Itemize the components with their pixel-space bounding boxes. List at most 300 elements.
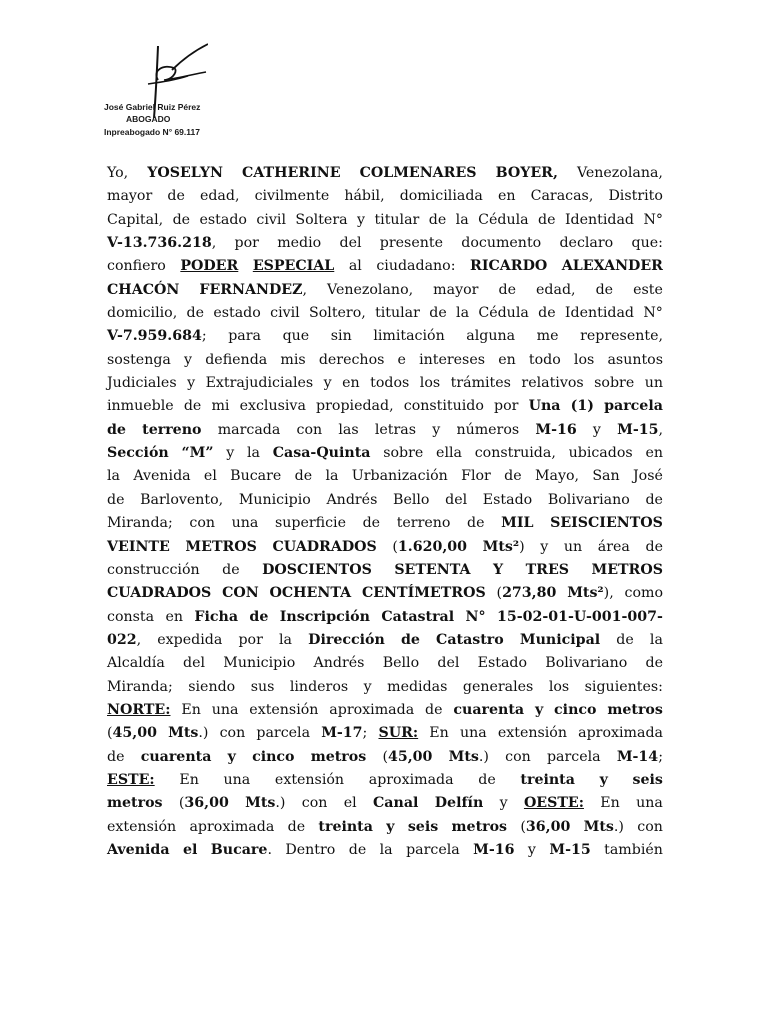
- word-text: CUADRADOS: [272, 538, 377, 555]
- word: [140, 489, 223, 512]
- word: [295, 465, 312, 488]
- word-text: declaro: [559, 235, 614, 252]
- word: [360, 162, 477, 185]
- word: [452, 816, 508, 839]
- word: [238, 629, 262, 652]
- word: [185, 536, 256, 559]
- word: [107, 162, 128, 185]
- word-text: M-15: [549, 841, 591, 858]
- word: [245, 792, 285, 815]
- word-text: M-16: [535, 421, 577, 438]
- word: [456, 302, 469, 325]
- word-text: Avenida: [133, 468, 191, 485]
- word-text: Cédula: [478, 305, 529, 322]
- word-text: 15-02-01-U-001-007-: [497, 608, 663, 625]
- word: [633, 769, 663, 792]
- word-punctuation: ;: [362, 725, 368, 742]
- word-text: con: [505, 748, 531, 765]
- text-line: [107, 255, 663, 278]
- word: [607, 349, 663, 372]
- word-text: metros: [451, 818, 508, 835]
- word-text: METROS: [185, 538, 257, 555]
- word-text: Bolivariano: [545, 655, 628, 672]
- word: [204, 465, 217, 488]
- word: [107, 699, 170, 722]
- word-text: del: [437, 655, 460, 672]
- word: [107, 839, 170, 862]
- word: [466, 325, 515, 348]
- word-text: N°: [465, 608, 486, 625]
- word-text: y: [386, 818, 395, 835]
- word-text: titular: [374, 211, 420, 228]
- word-text: la: [247, 445, 261, 462]
- word: [179, 769, 199, 792]
- word-text: domicilio,: [107, 305, 178, 322]
- word-text: V-13.736.218: [107, 235, 212, 252]
- word: [200, 185, 240, 208]
- word-text: este: [633, 281, 663, 298]
- word: [232, 512, 259, 535]
- word-text: de: [429, 305, 447, 322]
- word-punctuation: ,: [302, 281, 307, 298]
- word: [107, 582, 211, 605]
- word: [308, 629, 385, 652]
- word: [528, 839, 536, 862]
- word-text: civil: [270, 305, 300, 322]
- word-text: SEISCIENTOS: [550, 515, 663, 532]
- word-text: sin: [330, 328, 352, 345]
- word-text: M-17: [321, 725, 363, 742]
- word-text: de: [467, 515, 485, 532]
- document-body: [107, 162, 663, 862]
- word-text: ALEXANDER: [561, 258, 663, 275]
- word-text: de: [595, 281, 614, 298]
- word: [230, 465, 281, 488]
- word: [251, 676, 275, 699]
- text-line: [107, 465, 663, 488]
- word: [374, 209, 419, 232]
- word: [107, 629, 141, 652]
- word: [364, 676, 372, 699]
- word-text: de: [107, 748, 125, 765]
- word-text: metros: [310, 748, 367, 765]
- word-text: (: [520, 818, 526, 835]
- word: [463, 676, 533, 699]
- word: [280, 349, 305, 372]
- word-text: Estado: [482, 491, 533, 508]
- word-text: BOYER,: [495, 165, 558, 181]
- word-text: extensión: [107, 818, 177, 835]
- word-text: y: [499, 795, 508, 812]
- word: [567, 582, 614, 605]
- word: [600, 792, 620, 815]
- word: [249, 606, 268, 629]
- word: [107, 489, 124, 512]
- word: [460, 722, 487, 745]
- word-punctuation: .): [275, 795, 286, 812]
- word-text: números: [456, 421, 520, 438]
- word: [505, 746, 531, 769]
- word: [380, 232, 443, 255]
- word-text: Alcaldía: [107, 655, 165, 672]
- word: [574, 349, 594, 372]
- word-text: del: [339, 235, 362, 252]
- word: [283, 325, 310, 348]
- word-text: mayor: [433, 281, 479, 298]
- word-text: N°: [643, 211, 663, 228]
- word-text: Dentro: [285, 841, 336, 858]
- word: [381, 606, 454, 629]
- word: [213, 302, 260, 325]
- word: [363, 512, 380, 535]
- word-text: M-14: [616, 748, 659, 765]
- word: [645, 372, 663, 395]
- word: [183, 652, 205, 675]
- word-text: Mts²: [567, 585, 604, 602]
- word: [325, 465, 338, 488]
- word-text: la: [649, 631, 663, 648]
- word: [189, 816, 274, 839]
- word-text: y: [363, 678, 372, 695]
- word: [387, 676, 447, 699]
- word: [107, 325, 207, 348]
- word-text: treinta: [318, 818, 373, 835]
- word-text: COLMENARES: [359, 165, 477, 181]
- word-text: cinco: [252, 748, 295, 765]
- word: [183, 839, 197, 862]
- word-text: Mts: [448, 748, 479, 765]
- word-text: Delfín: [434, 795, 484, 812]
- word: [394, 559, 470, 582]
- word-text: YOSELYN: [147, 165, 223, 181]
- word: [478, 652, 527, 675]
- word: [382, 746, 432, 769]
- word-text: y: [184, 351, 193, 368]
- word: [262, 559, 372, 582]
- word: [429, 722, 449, 745]
- word: [633, 279, 663, 302]
- word-text: Bello: [393, 491, 430, 508]
- text-line: [107, 302, 663, 325]
- word: [419, 349, 485, 372]
- word-text: Caracas,: [530, 188, 594, 205]
- word: [107, 232, 216, 255]
- word: [280, 606, 370, 629]
- word: [326, 489, 377, 512]
- word-text: treinta: [520, 771, 575, 788]
- word-text: y: [187, 375, 196, 392]
- word: [529, 349, 561, 372]
- word: [107, 769, 155, 792]
- word-text: OESTE:: [523, 795, 584, 812]
- word-text: de: [222, 561, 240, 578]
- word-text: En: [600, 795, 620, 812]
- word: [239, 489, 311, 512]
- word-text: METROS: [591, 561, 663, 578]
- word-text: VEINTE: [107, 538, 170, 555]
- word: [295, 209, 347, 232]
- word-text: Municipio: [223, 655, 296, 672]
- word-text: una: [636, 795, 663, 812]
- word-text: los: [573, 351, 595, 368]
- word: [617, 746, 663, 769]
- word-text: estado: [199, 211, 247, 228]
- word-text: limitación: [373, 328, 445, 345]
- word: [456, 209, 469, 232]
- word: [107, 652, 165, 675]
- word: [218, 419, 281, 442]
- word: [549, 839, 590, 862]
- word-text: cinco: [554, 701, 597, 718]
- word: [436, 629, 504, 652]
- word-text: civil: [256, 211, 286, 228]
- word-text: 45,00: [388, 748, 433, 765]
- word: [362, 582, 486, 605]
- word: [500, 792, 508, 815]
- word-punctuation: ,: [658, 421, 663, 438]
- word-text: CENTÍMETROS: [361, 585, 486, 602]
- word-text: los: [419, 375, 441, 392]
- word: [329, 699, 414, 722]
- word: [252, 746, 294, 769]
- word-text: ESPECIAL: [252, 258, 335, 275]
- word: [168, 722, 208, 745]
- word-text: Bucare: [230, 468, 282, 485]
- word: [400, 185, 483, 208]
- word: [357, 209, 365, 232]
- word: [375, 302, 420, 325]
- word-text: Distrito: [608, 188, 663, 205]
- word: [338, 419, 358, 442]
- word: [473, 839, 514, 862]
- word: [270, 582, 352, 605]
- word-text: FERNANDEZ: [199, 281, 303, 298]
- word: [520, 816, 570, 839]
- word: [376, 255, 455, 278]
- word: [580, 325, 663, 348]
- word: [535, 699, 543, 722]
- word-text: de: [504, 468, 522, 485]
- word: [314, 652, 365, 675]
- word-text: Andrés: [313, 655, 365, 672]
- word-text: (: [382, 748, 388, 765]
- text-line: [107, 349, 663, 372]
- text-line: [107, 372, 663, 395]
- word: [200, 209, 247, 232]
- word: [569, 442, 633, 465]
- word-text: parcela: [256, 725, 311, 742]
- word: [309, 302, 366, 325]
- word-text: parcela: [406, 841, 460, 858]
- word: [181, 442, 213, 465]
- word-text: y: [540, 538, 549, 555]
- word-text: Barlovento,: [140, 491, 224, 508]
- word-text: CATHERINE: [242, 165, 341, 181]
- word: [571, 395, 594, 418]
- word-text: Judiciales: [107, 375, 177, 392]
- word-text: Urbanización: [351, 468, 448, 485]
- word: [275, 512, 346, 535]
- word: [538, 209, 555, 232]
- word-text: de: [107, 421, 126, 438]
- word-text: NORTE:: [107, 701, 171, 718]
- word-text: edad,: [199, 188, 240, 205]
- text-line: [107, 606, 663, 629]
- word: [478, 302, 528, 325]
- word-text: sus: [250, 678, 275, 695]
- text-line: [107, 442, 663, 465]
- word: [392, 536, 467, 559]
- word-text: linderos: [289, 678, 349, 695]
- word: [401, 629, 420, 652]
- text-line: [107, 582, 663, 605]
- word: [531, 185, 594, 208]
- word: [327, 279, 413, 302]
- word: [598, 536, 630, 559]
- word: [497, 582, 557, 605]
- word-text: una: [223, 771, 251, 788]
- word: [107, 559, 200, 582]
- word: [436, 442, 462, 465]
- word-text: En: [429, 725, 449, 742]
- word-text: En: [179, 771, 199, 788]
- word: [645, 442, 663, 465]
- word: [456, 419, 519, 442]
- word-text: también: [604, 841, 663, 858]
- word: [205, 349, 267, 372]
- word: [344, 792, 357, 815]
- word-text: estado: [213, 305, 261, 322]
- word: [549, 676, 569, 699]
- word: [165, 606, 183, 629]
- word-text: en: [165, 608, 184, 625]
- word: [578, 722, 663, 745]
- word: [461, 465, 491, 488]
- word-text: M-15: [617, 421, 659, 438]
- word-text: seis: [407, 818, 439, 835]
- word: [226, 442, 234, 465]
- word-text: mis: [280, 351, 306, 368]
- word-text: de: [400, 631, 420, 648]
- word-text: 36,00: [525, 818, 571, 835]
- word-text: en: [497, 188, 516, 205]
- word-text: constituido: [403, 398, 484, 415]
- word: [107, 792, 163, 815]
- word: [526, 559, 569, 582]
- word: [240, 395, 306, 418]
- word-text: TRES: [525, 561, 570, 578]
- word: [600, 769, 608, 792]
- word: [369, 769, 454, 792]
- word-text: titular: [375, 305, 420, 322]
- word: [107, 185, 152, 208]
- word: [173, 209, 190, 232]
- word-text: de: [645, 655, 663, 672]
- word: [538, 302, 555, 325]
- word-text: Miranda;: [107, 678, 173, 695]
- word: [107, 419, 126, 442]
- word-text: una: [231, 515, 259, 532]
- word-text: (1): [570, 398, 594, 415]
- word: [520, 769, 575, 792]
- word-text: generales: [462, 678, 534, 695]
- word-text: propiedad,: [316, 398, 394, 415]
- word-text: edad,: [536, 281, 576, 298]
- word: [497, 606, 663, 629]
- word: [386, 816, 394, 839]
- text-line: [107, 279, 663, 302]
- word-text: (: [496, 585, 503, 602]
- word-text: de: [498, 281, 516, 298]
- word: [498, 279, 515, 302]
- word: [180, 255, 238, 278]
- word-text: SETENTA: [394, 561, 471, 578]
- word: [645, 489, 662, 512]
- word-text: superficie: [274, 515, 346, 532]
- word-text: asuntos: [607, 351, 663, 368]
- word: [107, 255, 166, 278]
- word-text: e: [397, 351, 406, 368]
- word: [453, 699, 524, 722]
- word-text: José: [632, 468, 663, 485]
- lawyer-title: ABOGADO: [126, 114, 171, 124]
- word-text: extensión: [274, 771, 345, 788]
- word-text: parcela: [604, 398, 663, 415]
- word-text: todos: [370, 375, 410, 392]
- word-punctuation: ),: [603, 585, 614, 602]
- word-text: Bolivariano: [547, 491, 630, 508]
- word-text: exclusiva: [239, 398, 306, 415]
- word: [467, 512, 484, 535]
- word-text: mayor: [107, 188, 153, 205]
- word-text: Municipio: [238, 491, 311, 508]
- word: [650, 629, 663, 652]
- word: [643, 209, 663, 232]
- word-text: ella: [436, 445, 462, 462]
- word-text: de: [348, 841, 367, 858]
- word-punctuation: ,: [136, 631, 142, 648]
- word-text: aproximada: [189, 818, 275, 835]
- word: [107, 372, 177, 395]
- word-punctuation: .): [198, 725, 209, 742]
- word-text: CON: [222, 585, 259, 602]
- word: [147, 162, 223, 185]
- word: [181, 699, 201, 722]
- word: [107, 395, 174, 418]
- word-text: terreno: [142, 421, 202, 438]
- word-text: ciudadano:: [376, 258, 456, 275]
- word-text: SUR:: [378, 725, 419, 742]
- text-line: [107, 769, 663, 792]
- word-text: (: [107, 725, 113, 742]
- word: [425, 699, 442, 722]
- word-text: de: [478, 771, 496, 788]
- word-text: cuarenta: [140, 748, 212, 765]
- word: [565, 209, 634, 232]
- word: [478, 209, 528, 232]
- word-text: Capital,: [107, 211, 164, 228]
- word-text: Municipal: [519, 631, 601, 648]
- word: [537, 325, 559, 348]
- word: [235, 232, 259, 255]
- text-line: [107, 512, 663, 535]
- word: [559, 232, 613, 255]
- word-text: Dirección: [308, 631, 385, 648]
- word-text: la: [455, 211, 469, 228]
- text-line: [107, 792, 663, 815]
- word: [616, 629, 633, 652]
- word: [594, 372, 634, 395]
